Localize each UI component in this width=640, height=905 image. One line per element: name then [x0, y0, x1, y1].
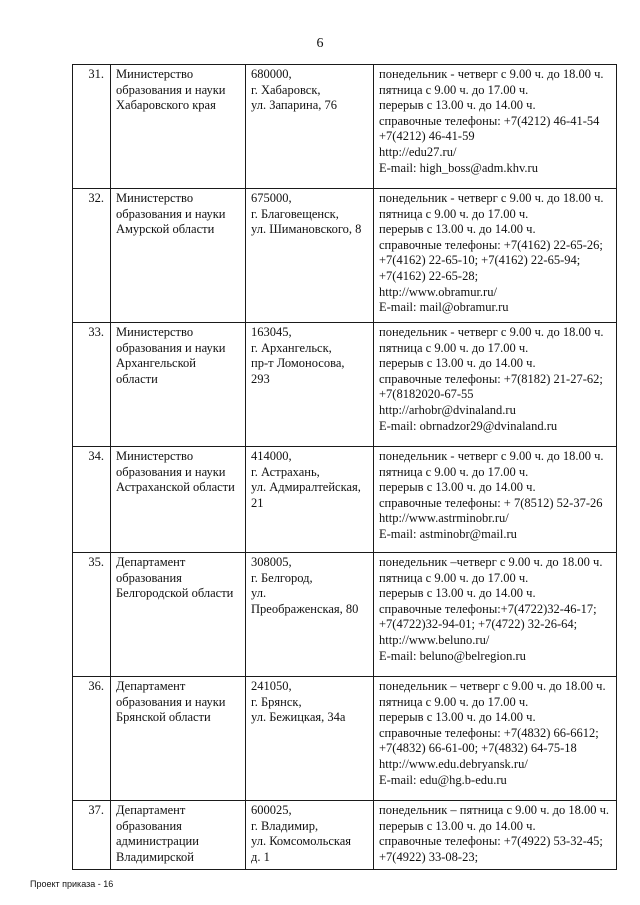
contact-info-line: пятница с 9.00 ч. до 17.00 ч. [379, 206, 529, 221]
contact-info-line: справочные телефоны: +7(8182) 21-27-62; [379, 371, 603, 386]
contact-info-line: понедельник – четверг с 9.00 ч. до 18.00 ч. [379, 679, 606, 693]
address-line: 163045, [251, 325, 292, 339]
organization-cell [111, 65, 246, 189]
address-cell [246, 801, 374, 870]
address-line: г. Астрахань, [251, 464, 320, 479]
contact-info-line: пятница с 9.00 ч. до 17.00 ч. [379, 340, 529, 355]
table-body [73, 65, 617, 870]
contact-info-line: +7(4922) 33-08-23; [379, 849, 479, 864]
contact-info-line: понедельник - четверг с 9.00 ч. до 18.00 ч. [379, 191, 604, 205]
row-number: 36. [73, 677, 111, 801]
contact-info-line: +7(4162) 22-65-28; [379, 268, 479, 283]
contact-info-line: перерыв с 13.00 ч. до 14.00 ч. [379, 98, 536, 113]
contact-info-line: перерыв с 13.00 ч. до 14.00 ч. [379, 480, 536, 495]
organization-line: образования [116, 818, 182, 833]
contact-info-cell [374, 677, 617, 801]
organization-line: Департамент [116, 555, 186, 569]
row-number: 32. [73, 189, 111, 323]
table-row [73, 189, 617, 323]
contact-info-line: справочные телефоны: +7(4212) 46-41-54 [379, 113, 600, 128]
contact-info-line: справочные телефоны:+7(4722)32-46-17; [379, 601, 597, 616]
contact-info-line: http://www.astrminobr.ru/ [379, 511, 509, 526]
contact-info-line: справочные телефоны: +7(4162) 22-65-26; [379, 237, 603, 252]
contact-info-cell [374, 65, 617, 189]
organization-line: Белгородской области [116, 586, 234, 601]
contact-info-line: http://www.obramur.ru/ [379, 284, 497, 299]
organization-line: Департамент [116, 679, 186, 693]
organization-line: Министерство [116, 325, 194, 339]
table-row [73, 65, 617, 189]
contact-info-line: http://edu27.ru/ [379, 144, 457, 159]
contact-info-line: понедельник - четверг с 9.00 ч. до 18.00 ч. [379, 325, 604, 339]
organization-line: образования и науки [116, 206, 226, 221]
address-line: г. Хабаровск, [251, 82, 321, 97]
address-line: 241050, [251, 679, 292, 693]
contact-info-line: понедельник – пятница с 9.00 ч. до 18.00 ч. [379, 803, 610, 817]
contacts-table [72, 64, 617, 870]
address-line: пр-т Ломоносова, [251, 356, 345, 371]
contact-info-cell [374, 323, 617, 447]
contact-info-line: +7(4212) 46-41-59 [379, 129, 475, 144]
address-cell [246, 553, 374, 677]
address-cell [246, 65, 374, 189]
organization-cell [111, 677, 246, 801]
organization-line: администрации [116, 834, 199, 849]
organization-line: Департамент [116, 803, 186, 817]
table-row [73, 677, 617, 801]
contact-info-line: перерыв с 13.00 ч. до 14.00 ч. [379, 222, 536, 237]
organization-line: Министерство [116, 449, 194, 463]
contact-info-line: +7(8182020-67-55 [379, 387, 474, 402]
address-line: г. Владимир, [251, 818, 319, 833]
address-line: ул. Комсомольская [251, 834, 352, 849]
organization-line: Владимирской [116, 849, 194, 864]
contact-info-line: +7(4832) 66-61-00; +7(4832) 64-75-18 [379, 741, 577, 756]
contact-info-line: http://www.edu.debryansk.ru/ [379, 756, 528, 771]
organization-line: образования и науки [116, 694, 226, 709]
contact-info-line: пятница с 9.00 ч. до 17.00 ч. [379, 570, 529, 585]
organization-line: образования и науки [116, 82, 226, 97]
address-line: г. Благовещенск, [251, 206, 339, 221]
address-line: г. Брянск, [251, 694, 302, 709]
table-row [73, 323, 617, 447]
contact-info-line: http://arhobr@dvinaland.ru [379, 402, 516, 417]
contact-info-cell [374, 801, 617, 870]
address-line: д. 1 [251, 849, 270, 864]
organization-cell [111, 189, 246, 323]
row-number: 31. [73, 65, 111, 189]
address-line: ул. [251, 586, 267, 601]
contact-info-line: E-mail: obrnadzor29@dvinaland.ru [379, 418, 558, 433]
organization-line: образования [116, 570, 182, 585]
contact-info-cell [374, 447, 617, 553]
contact-info-line: справочные телефоны: + 7(8512) 52-37-26 [379, 495, 603, 510]
address-line: 600025, [251, 803, 292, 817]
organization-line: Министерство [116, 191, 194, 205]
contact-info-line: перерыв с 13.00 ч. до 14.00 ч. [379, 818, 536, 833]
address-line: ул. Бежицкая, 34а [251, 710, 346, 725]
organization-line: Брянской области [116, 710, 211, 725]
row-number: 34. [73, 447, 111, 553]
contact-info-line: пятница с 9.00 ч. до 17.00 ч. [379, 464, 529, 479]
table-row [73, 553, 617, 677]
organization-line: Министерство [116, 67, 194, 81]
contact-info-line: E-mail: astminobr@mail.ru [379, 526, 517, 541]
contact-info-line: понедельник - четверг с 9.00 ч. до 18.00 ч. [379, 449, 604, 463]
organization-line: области [116, 371, 158, 386]
address-cell [246, 677, 374, 801]
address-line: 21 [251, 495, 264, 510]
contact-info-line: перерыв с 13.00 ч. до 14.00 ч. [379, 586, 536, 601]
address-line: ул. Адмиралтейская, [251, 480, 361, 495]
contact-info-line: E-mail: edu@hg.b-edu.ru [379, 772, 507, 787]
row-number: 37. [73, 801, 111, 870]
contact-info-line: справочные телефоны: +7(4832) 66-6612; [379, 725, 599, 740]
address-line: 675000, [251, 191, 292, 205]
contact-info-line: перерыв с 13.00 ч. до 14.00 ч. [379, 356, 536, 371]
organization-line: образования и науки [116, 340, 226, 355]
address-line: ул. Шимановского, 8 [251, 222, 362, 237]
contact-info-line: +7(4162) 22-65-10; +7(4162) 22-65-94; [379, 253, 581, 268]
organization-line: Амурской области [116, 222, 215, 237]
organization-line: Архангельской [116, 356, 196, 371]
contact-info-line: перерыв с 13.00 ч. до 14.00 ч. [379, 710, 536, 725]
address-cell [246, 189, 374, 323]
footer-note: Проект приказа - 16 [30, 879, 114, 889]
organization-line: Астраханской области [116, 480, 235, 495]
contact-info-line: пятница с 9.00 ч. до 17.00 ч. [379, 82, 529, 97]
contact-info-cell [374, 553, 617, 677]
address-cell [246, 323, 374, 447]
address-line: ул. Запарина, 76 [251, 98, 337, 113]
row-number: 33. [73, 323, 111, 447]
contact-info-line: справочные телефоны: +7(4922) 53-32-45; [379, 834, 603, 849]
table-row [73, 447, 617, 553]
address-line: 308005, [251, 555, 292, 569]
organization-cell [111, 553, 246, 677]
organization-line: образования и науки [116, 464, 226, 479]
contact-info-line: http://www.beluno.ru/ [379, 632, 490, 647]
address-line: г. Белгород, [251, 570, 313, 585]
address-line: г. Архангельск, [251, 340, 332, 355]
organization-line: Хабаровского края [116, 98, 216, 113]
address-line: Преображенская, 80 [251, 601, 359, 616]
page-number: 6 [316, 36, 324, 51]
contact-info-line: E-mail: mail@obramur.ru [379, 300, 509, 315]
contact-info-line: пятница с 9.00 ч. до 17.00 ч. [379, 694, 529, 709]
address-line: 680000, [251, 67, 292, 81]
row-number: 35. [73, 553, 111, 677]
contact-info-line: понедельник - четверг с 9.00 ч. до 18.00 ч. [379, 67, 604, 81]
contact-info-cell [374, 189, 617, 323]
contact-info-line: E-mail: high_boss@adm.khv.ru [379, 160, 538, 175]
table-row [73, 801, 617, 870]
organization-cell [111, 801, 246, 870]
address-cell [246, 447, 374, 553]
contact-info-line: E-mail: beluno@belregion.ru [379, 648, 526, 663]
organization-cell [111, 447, 246, 553]
contact-info-line: понедельник –четверг с 9.00 ч. до 18.00 ч. [379, 555, 603, 569]
organization-cell [111, 323, 246, 447]
contact-info-line: +7(4722)32-94-01; +7(4722) 32-26-64; [379, 617, 578, 632]
address-line: 293 [251, 371, 270, 386]
address-line: 414000, [251, 449, 292, 463]
